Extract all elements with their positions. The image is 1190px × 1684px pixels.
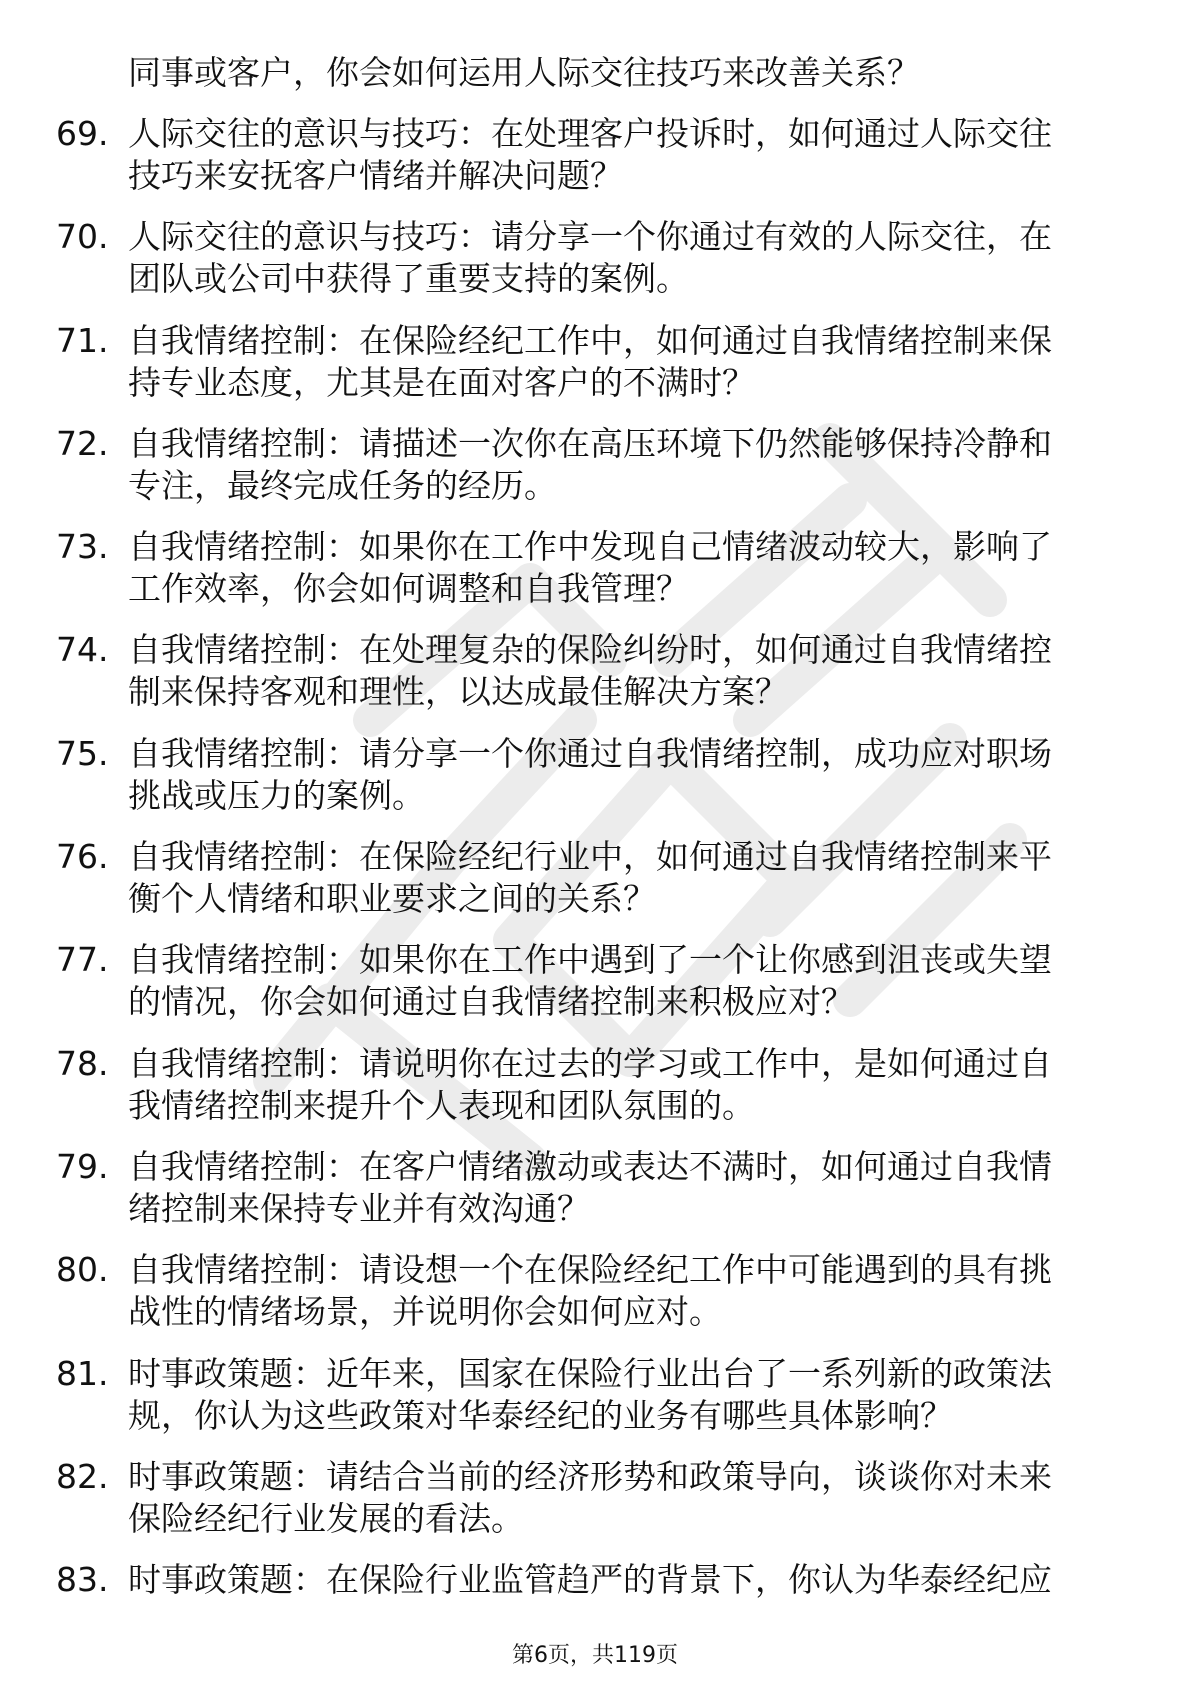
- question-text: [128, 733, 1118, 817]
- question-line: 人际交往的意识与技巧：请分享一个你通过有效的人际交往，在: [128, 217, 1052, 257]
- question-text: [128, 939, 1118, 1023]
- question-line: 我情绪控制来提升个人表现和团队氛围的。: [128, 1085, 755, 1125]
- question-line: 自我情绪控制：请设想一个在保险经纪工作中可能遇到的具有挑: [128, 1250, 1052, 1290]
- question-line: 持专业态度，尤其是在面对客户的不满时？: [128, 362, 755, 402]
- question-line: 自我情绪控制：在处理复杂的保险纠纷时，如何通过自我情绪控: [128, 630, 1052, 670]
- question-line: 时事政策题：近年来，国家在保险行业出台了一系列新的政策法: [128, 1353, 1052, 1393]
- question-line: 自我情绪控制：在客户情绪激动或表达不满时，如何通过自我情: [128, 1146, 1052, 1186]
- question-item: [0, 733, 1190, 836]
- question-line: 战性的情绪场景，并说明你会如何应对。: [128, 1292, 722, 1332]
- question-line: 绪控制来保持专业并有效沟通？: [128, 1188, 590, 1228]
- question-item: [0, 1456, 1190, 1559]
- question-line: 人际交往的意识与技巧：在处理客户投诉时，如何通过人际交往: [128, 114, 1052, 153]
- question-number: 82.: [56, 1456, 109, 1496]
- question-number: 83.: [56, 1560, 109, 1600]
- question-line: 自我情绪控制：如果你在工作中遇到了一个让你感到沮丧或失望: [128, 940, 1052, 980]
- question-line: 自我情绪控制：如果你在工作中发现自己情绪波动较大，影响了: [128, 527, 1052, 567]
- question-list: [0, 113, 1190, 1662]
- question-text: [128, 1249, 1118, 1333]
- question-line: 专注，最终完成任务的经历。: [128, 465, 557, 505]
- question-text: [128, 320, 1118, 404]
- question-text: [128, 113, 1118, 197]
- question-line: 自我情绪控制：请说明你在过去的学习或工作中，是如何通过自: [128, 1043, 1052, 1083]
- question-line: 的情况，你会如何通过自我情绪控制来积极应对？: [128, 982, 854, 1022]
- continuation-text: 同事或客户，你会如何运用人际交往技巧来改善关系？: [128, 53, 920, 92]
- question-item: [0, 423, 1190, 526]
- question-number: 74.: [56, 630, 109, 670]
- page-footer: 第6页，共119页: [512, 1643, 678, 1668]
- question-line: 时事政策题：在保险行业监管趋严的背景下，你认为华泰经纪应: [128, 1560, 1052, 1600]
- question-text: [128, 1043, 1118, 1127]
- question-item: [0, 113, 1190, 216]
- question-line: 自我情绪控制：请分享一个你通过自我情绪控制，成功应对职场: [128, 733, 1052, 773]
- question-line: 挑战或压力的案例。: [128, 775, 425, 815]
- question-item: [0, 1249, 1190, 1352]
- question-item: [0, 216, 1190, 319]
- question-number: 71.: [56, 320, 109, 360]
- question-number: 72.: [56, 423, 109, 463]
- question-text: [128, 216, 1118, 300]
- question-number: 79.: [56, 1146, 109, 1186]
- question-line: 自我情绪控制：请描述一次你在高压环境下仍然能够保持冷静和: [128, 423, 1052, 463]
- question-item: [0, 1043, 1190, 1146]
- question-line: 自我情绪控制：在保险经纪行业中，如何通过自我情绪控制来平: [128, 837, 1052, 877]
- question-item: [0, 939, 1190, 1042]
- question-number: 69.: [56, 114, 109, 153]
- question-text: [128, 1456, 1118, 1540]
- question-item: [0, 320, 1190, 423]
- question-line: 衡个人情绪和职业要求之间的关系？: [128, 879, 656, 919]
- question-item: [0, 1353, 1190, 1456]
- question-line: 制来保持客观和理性，以达成最佳解决方案？: [128, 672, 788, 712]
- question-line: 保险经纪行业发展的看法。: [128, 1498, 524, 1538]
- question-text: [128, 1353, 1118, 1437]
- question-number: 75.: [56, 733, 109, 773]
- question-item: [0, 836, 1190, 939]
- question-number: 76.: [56, 837, 109, 877]
- question-line: 时事政策题：请结合当前的经济形势和政策导向，谈谈你对未来: [128, 1456, 1052, 1496]
- question-number: 81.: [56, 1353, 109, 1393]
- question-line: 工作效率，你会如何调整和自我管理？: [128, 569, 689, 609]
- question-line: 自我情绪控制：在保险经纪工作中，如何通过自我情绪控制来保: [128, 320, 1052, 360]
- question-item: [0, 1146, 1190, 1249]
- question-text: [128, 526, 1118, 610]
- question-line: 团队或公司中获得了重要支持的案例。: [128, 259, 689, 299]
- question-line: 技巧来安抚客户情绪并解决问题？: [128, 156, 623, 195]
- question-number: 78.: [56, 1043, 109, 1083]
- question-text: [128, 1559, 1118, 1601]
- question-number: 70.: [56, 217, 109, 257]
- question-text: [128, 423, 1118, 507]
- question-number: 80.: [56, 1250, 109, 1290]
- question-item: [0, 629, 1190, 732]
- question-item: [0, 526, 1190, 629]
- question-number: 73.: [56, 527, 109, 567]
- question-text: [128, 836, 1118, 920]
- question-number: 77.: [56, 940, 109, 980]
- question-line: 规，你认为这些政策对华泰经纪的业务有哪些具体影响？: [128, 1395, 953, 1435]
- question-text: [128, 629, 1118, 713]
- question-text: [128, 1146, 1118, 1230]
